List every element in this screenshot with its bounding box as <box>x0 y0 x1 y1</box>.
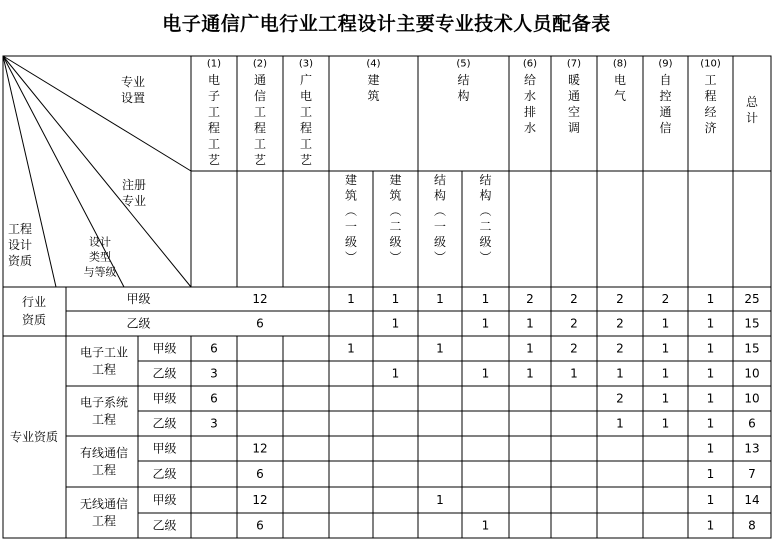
registered-major-label-line: 注册 <box>121 178 147 192</box>
column-5-char: 构 <box>457 89 470 103</box>
column-total <box>746 95 759 125</box>
column-1-char: 程 <box>207 121 221 135</box>
column-number: (5) <box>456 58 471 70</box>
data-cell: 1 <box>526 316 534 331</box>
design-type-level-label-line: 与等级 <box>83 265 117 279</box>
data-cell: 1 <box>436 341 444 356</box>
sub-column-2-char: 级 <box>389 235 402 249</box>
column-6 <box>524 72 536 135</box>
column-1-char: 工 <box>207 137 221 151</box>
column-1-char: 电 <box>207 73 221 87</box>
row-level: 甲级 <box>152 493 177 507</box>
column-2-char: 艺 <box>253 153 267 167</box>
group-label <box>80 445 128 477</box>
column-8-char: 气 <box>613 89 627 103</box>
data-cell: 1 <box>706 493 715 507</box>
data-cell: 1 <box>706 341 715 356</box>
column-10-char: 程 <box>704 89 717 103</box>
column-total-char: 计 <box>745 111 759 125</box>
column-7-char: 空 <box>567 105 581 119</box>
row-level: 甲级 <box>152 441 177 456</box>
sub-column-4-char: ︵ <box>479 204 492 218</box>
column-number: (1) <box>206 58 222 70</box>
sub-column-1-char: ︶ <box>344 250 358 265</box>
column-7-char: 通 <box>567 89 581 103</box>
sub-column-1-char: 一 <box>344 219 358 234</box>
data-cell: 10 <box>744 366 760 381</box>
data-cell: 1 <box>570 366 578 381</box>
row-level: 乙级 <box>152 467 177 481</box>
column-4-char: 建 <box>367 73 380 87</box>
industry-qualification-label-line: 资质 <box>21 313 47 327</box>
sub-column-2-char: ︶ <box>389 250 402 265</box>
data-cell: 8 <box>748 518 756 533</box>
data-cell: 6 <box>256 316 264 331</box>
column-3-char: 广 <box>299 73 313 87</box>
registered-major-label <box>122 178 146 208</box>
row-level: 甲级 <box>126 292 151 306</box>
sub-column-2 <box>389 172 401 265</box>
data-cell: 6 <box>256 518 264 533</box>
data-cell: 1 <box>706 416 715 431</box>
data-cell: 1 <box>347 341 355 356</box>
sub-column-2-char: 二 <box>389 219 402 234</box>
data-cell: 1 <box>481 316 490 331</box>
data-cell: 2 <box>661 292 670 306</box>
column-3 <box>300 72 312 167</box>
sub-column-2-char: 建 <box>389 173 402 187</box>
column-6-char: 水 <box>523 121 537 135</box>
row-level: 乙级 <box>152 366 177 381</box>
data-cell: 6 <box>210 341 218 356</box>
data-cell: 1 <box>526 341 534 356</box>
sub-column-3-char: 级 <box>433 235 447 249</box>
column-10-char: 济 <box>704 121 717 135</box>
sub-column-4-char: 级 <box>479 235 492 249</box>
column-2-char: 信 <box>253 89 267 103</box>
column-1-char: 工 <box>207 105 221 119</box>
sub-column-2-char: 筑 <box>389 188 402 203</box>
data-cell: 1 <box>661 341 670 356</box>
data-cell: 1 <box>706 518 715 533</box>
sub-column-1-char: 级 <box>344 235 358 249</box>
data-cell: 1 <box>706 316 715 331</box>
data-cell: 1 <box>616 416 624 431</box>
data-cell: 1 <box>481 366 490 381</box>
major-setting-label-line: 设置 <box>120 91 146 105</box>
group-label-line: 工程 <box>91 362 117 377</box>
major-setting-label <box>121 74 145 105</box>
column-number: (3) <box>298 58 314 70</box>
column-number: (2) <box>252 58 268 70</box>
data-cell: 1 <box>481 518 490 533</box>
data-cell: 1 <box>616 366 624 381</box>
data-cell: 6 <box>256 467 264 481</box>
column-3-char: 工 <box>299 137 313 151</box>
sub-column-3-char: 构 <box>433 188 447 203</box>
column-9 <box>659 73 671 135</box>
column-number: (4) <box>366 58 381 70</box>
data-cell: 12 <box>252 441 268 456</box>
data-cell: 2 <box>570 316 578 331</box>
column-6-char: 给 <box>523 73 537 87</box>
page-title: 电子通信广电行业工程设计主要专业技术人员配备表 <box>162 13 611 35</box>
column-10-char: 工 <box>704 73 717 87</box>
column-4 <box>367 72 379 103</box>
column-1 <box>208 72 220 167</box>
data-cell: 12 <box>252 292 268 306</box>
row-level: 甲级 <box>152 341 177 356</box>
sub-column-4 <box>479 172 491 265</box>
column-2 <box>254 73 266 167</box>
column-number: (6) <box>522 58 538 70</box>
row-level: 乙级 <box>152 518 177 533</box>
data-cell: 6 <box>210 391 218 406</box>
data-cell: 1 <box>661 416 670 431</box>
data-cell: 1 <box>706 391 715 406</box>
group-label-line: 有线通信 <box>79 446 129 460</box>
column-6-char: 排 <box>523 105 537 119</box>
sub-column-3-char: 结 <box>433 173 447 187</box>
data-cell: 1 <box>436 292 444 306</box>
data-cell: 10 <box>744 391 760 406</box>
column-5 <box>457 72 469 103</box>
data-cell: 1 <box>706 467 715 481</box>
column-7-char: 暖 <box>567 73 581 87</box>
group-label-line: 电子工业 <box>79 345 129 360</box>
design-type-level-label-line: 类型 <box>89 250 111 264</box>
data-cell: 3 <box>210 366 218 381</box>
column-10-char: 经 <box>704 105 717 119</box>
sub-column-3-char: 一 <box>433 219 447 234</box>
sub-column-3-char: ︶ <box>433 250 447 265</box>
data-cell: 15 <box>744 316 760 331</box>
data-cell: 2 <box>526 292 534 306</box>
column-3-char: 程 <box>299 121 313 135</box>
sub-column-1 <box>345 172 357 265</box>
column-total-char: 总 <box>745 95 759 109</box>
data-cell: 1 <box>661 391 670 406</box>
column-8-char: 电 <box>613 73 627 87</box>
row-level: 乙级 <box>126 316 151 331</box>
column-1-char: 艺 <box>207 153 221 167</box>
data-cell: 1 <box>391 292 400 306</box>
column-1-char: 子 <box>207 89 221 103</box>
group-label-line: 工程 <box>91 412 117 427</box>
row-level: 乙级 <box>152 416 177 431</box>
data-cell: 2 <box>616 341 624 356</box>
major-setting-label-line: 专业 <box>120 75 146 89</box>
column-7-char: 调 <box>567 121 581 135</box>
data-cell: 1 <box>706 292 715 306</box>
engineering-qualification-label-line: 工程 <box>7 222 33 236</box>
engineering-qualification-label-line: 设计 <box>7 238 33 252</box>
column-2-char: 工 <box>253 105 267 119</box>
column-8 <box>614 72 626 103</box>
sub-column-3-char: ︵ <box>433 204 447 218</box>
group-label-line: 无线通信 <box>79 497 129 511</box>
column-number: (9) <box>658 58 673 70</box>
industry-qualification-label-line: 行业 <box>21 295 47 309</box>
data-cell: 1 <box>347 292 355 306</box>
data-cell: 3 <box>210 416 218 431</box>
data-cell: 2 <box>570 341 578 356</box>
column-number: (10) <box>700 58 721 70</box>
data-cell: 15 <box>744 341 760 356</box>
data-cell: 1 <box>706 366 715 381</box>
column-number: (8) <box>612 58 628 70</box>
sub-column-1-char: 筑 <box>344 188 358 203</box>
column-5-char: 结 <box>457 73 470 87</box>
data-cell: 1 <box>391 316 400 331</box>
sub-column-4-char: 二 <box>479 219 492 234</box>
design-type-level-label <box>84 235 117 279</box>
column-2-char: 程 <box>253 121 267 135</box>
diagonal-line <box>3 56 191 171</box>
data-cell: 12 <box>252 493 268 507</box>
data-cell: 6 <box>748 416 756 431</box>
data-cell: 13 <box>744 441 760 456</box>
data-cell: 1 <box>661 366 670 381</box>
column-10 <box>704 73 716 135</box>
data-cell: 2 <box>616 391 624 406</box>
column-4-char: 筑 <box>367 89 380 103</box>
data-cell: 2 <box>616 292 624 306</box>
sub-column-4-char: 结 <box>479 173 492 187</box>
column-3-char: 工 <box>299 105 313 119</box>
engineering-qualification-label <box>8 222 32 268</box>
industry-qualification-label <box>22 295 46 327</box>
data-cell: 25 <box>744 292 760 306</box>
group-label <box>80 345 128 377</box>
column-2-char: 通 <box>253 73 267 87</box>
row-level: 甲级 <box>152 391 177 406</box>
column-9-char: 通 <box>659 105 672 119</box>
sub-column-1-char: ︵ <box>344 204 358 218</box>
column-9-char: 信 <box>659 121 672 135</box>
group-label <box>80 395 128 427</box>
data-cell: 14 <box>744 493 760 507</box>
column-2-char: 工 <box>253 137 267 151</box>
data-cell: 1 <box>481 292 490 306</box>
registered-major-label-line: 专业 <box>121 194 147 208</box>
group-label-line: 工程 <box>91 463 117 477</box>
data-cell: 7 <box>748 467 756 481</box>
design-type-level-label-line: 设计 <box>89 235 111 249</box>
group-label <box>80 496 128 528</box>
sub-column-4-char: ︶ <box>479 250 492 265</box>
column-9-char: 控 <box>659 89 672 103</box>
sub-column-2-char: ︵ <box>389 204 402 218</box>
sub-column-3 <box>434 172 446 265</box>
engineering-qualification-label-line: 资质 <box>7 254 33 268</box>
column-6-char: 水 <box>523 89 537 103</box>
column-3-char: 艺 <box>299 153 313 167</box>
group-label-line: 工程 <box>91 514 117 528</box>
data-cell: 1 <box>661 316 670 331</box>
column-7 <box>568 72 580 135</box>
data-cell: 2 <box>570 292 578 306</box>
data-cell: 1 <box>706 441 715 456</box>
special-qualification-label: 专业资质 <box>9 430 59 444</box>
column-3-char: 电 <box>299 89 313 103</box>
data-cell: 1 <box>526 366 534 381</box>
sub-column-4-char: 构 <box>479 188 492 203</box>
sub-column-1-char: 建 <box>344 173 358 187</box>
column-number: (7) <box>566 58 582 70</box>
data-cell: 1 <box>391 366 400 381</box>
table-border <box>3 56 771 538</box>
data-cell: 1 <box>436 493 444 507</box>
column-9-char: 自 <box>659 73 672 87</box>
data-cell: 2 <box>616 316 624 331</box>
group-label-line: 电子系统 <box>79 395 129 410</box>
diagonal-line <box>3 56 56 287</box>
